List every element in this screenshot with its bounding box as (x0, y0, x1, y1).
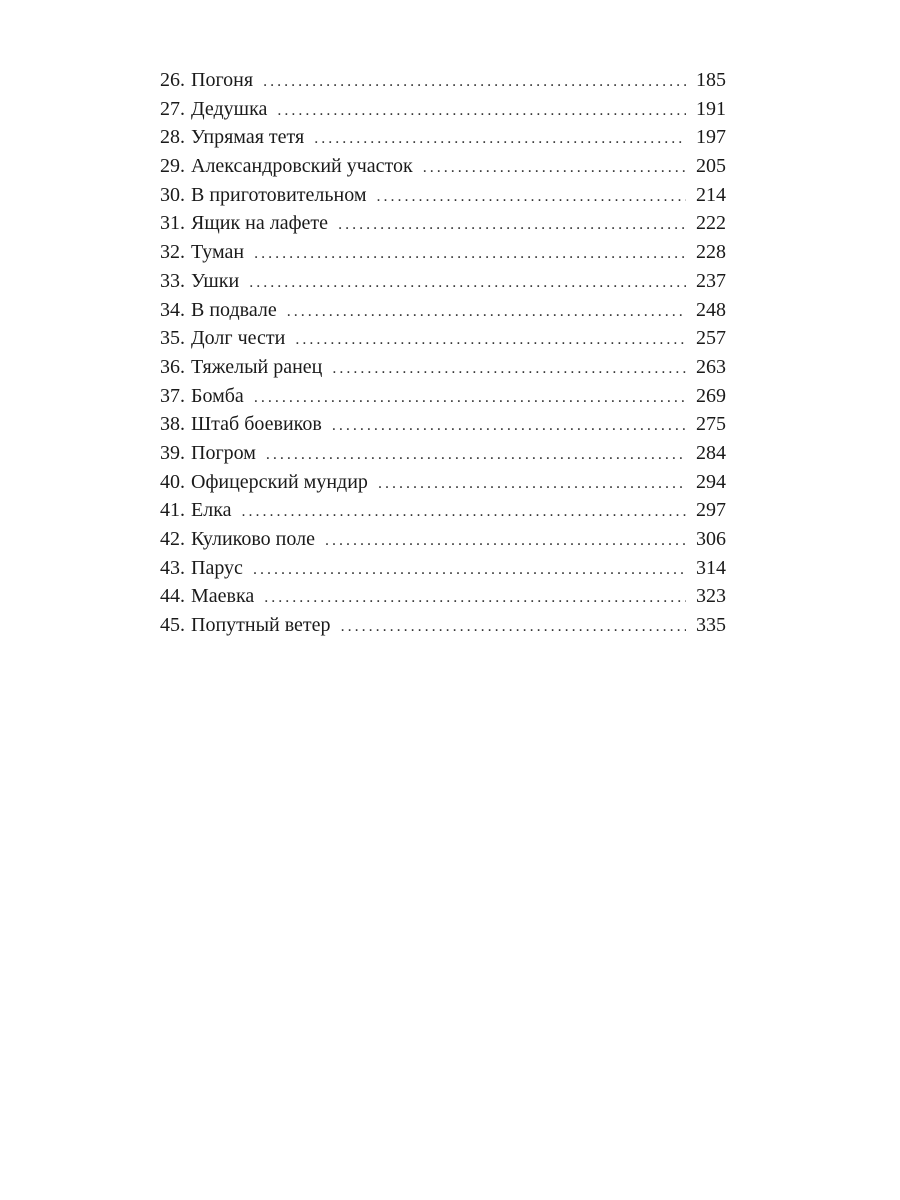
dot-leader (254, 240, 686, 269)
toc-entry (160, 152, 726, 181)
toc-entry (160, 439, 726, 468)
chapter-title: Попутный ветер (191, 614, 331, 637)
page-number: 269 (696, 384, 726, 407)
dot-leader (295, 326, 686, 355)
toc-entry (160, 209, 726, 238)
toc-entry (160, 95, 726, 124)
chapter-title: Ушки (191, 269, 240, 292)
toc-entry (160, 66, 726, 95)
page-number: 237 (696, 269, 726, 292)
toc-entry (160, 582, 726, 611)
chapter-number: 41. (160, 499, 185, 522)
toc-entry (160, 296, 726, 325)
chapter-number: 26. (160, 69, 185, 91)
dot-leader (378, 470, 686, 499)
page-number: 263 (696, 355, 726, 378)
toc-entry (160, 410, 726, 439)
page-number: 284 (696, 441, 726, 464)
toc-entry (160, 496, 726, 525)
chapter-title: Офицерский мундир (191, 470, 368, 493)
chapter-number: 36. (160, 355, 185, 378)
chapter-title: Александровский участок (191, 155, 413, 178)
dot-leader (249, 269, 686, 298)
dot-leader (325, 527, 686, 556)
chapter-number: 42. (160, 528, 185, 550)
page-number: 222 (696, 212, 726, 235)
toc-entry (160, 554, 726, 583)
chapter-number: 45. (160, 614, 185, 637)
dot-leader (242, 498, 687, 527)
toc-entry (160, 468, 726, 497)
toc-entry (160, 611, 726, 640)
chapter-number: 43. (160, 556, 185, 579)
dot-leader (332, 412, 686, 441)
chapter-title: Погром (191, 441, 256, 464)
chapter-title: Ящик на лафете (191, 212, 329, 235)
page-number: 197 (696, 126, 726, 149)
dot-leader (314, 125, 686, 154)
toc-entry (160, 324, 726, 353)
chapter-title: Тяжелый ранец (191, 355, 323, 378)
dot-leader (264, 584, 686, 613)
page-number: 248 (696, 298, 726, 321)
chapter-number: 29. (160, 155, 185, 178)
chapter-title: В подвале (191, 298, 277, 321)
chapter-number: 32. (160, 241, 185, 264)
dot-leader (253, 556, 686, 585)
dot-leader (254, 384, 686, 413)
chapter-number: 33. (160, 269, 185, 292)
chapter-title: Штаб боевиков (191, 413, 322, 436)
dot-leader (338, 211, 686, 240)
toc-entry (160, 525, 726, 554)
page-number: 185 (696, 69, 726, 91)
toc-entry (160, 181, 726, 210)
chapter-number: 40. (160, 470, 185, 493)
dot-leader (332, 355, 686, 384)
page-number: 294 (696, 470, 726, 493)
toc-entry (160, 267, 726, 296)
dot-leader (263, 68, 686, 97)
chapter-title: Туман (191, 241, 245, 264)
chapter-number: 35. (160, 327, 185, 350)
dot-leader (266, 441, 686, 470)
page-number: 228 (696, 241, 726, 264)
page-number: 205 (696, 155, 726, 178)
chapter-number: 30. (160, 183, 185, 206)
toc-entry (160, 353, 726, 382)
chapter-number: 44. (160, 585, 185, 608)
dot-leader (287, 298, 686, 327)
chapter-number: 34. (160, 298, 185, 321)
page-number: 314 (696, 556, 726, 579)
chapter-title: Долг чести (191, 327, 286, 350)
dot-leader (341, 613, 686, 642)
page-number: 214 (696, 183, 726, 206)
chapter-number: 38. (160, 413, 185, 436)
chapter-number: 28. (160, 126, 185, 149)
page-number: 323 (696, 585, 726, 608)
chapter-title: Маевка (191, 585, 255, 608)
chapter-title: Упрямая тетя (191, 126, 305, 149)
page-number: 257 (696, 327, 726, 350)
toc-entry (160, 123, 726, 152)
chapter-title: В приготовительном (191, 183, 367, 206)
toc-entry (160, 238, 726, 267)
page-number: 191 (696, 97, 726, 120)
dot-leader (377, 183, 686, 212)
table-of-contents (160, 66, 726, 640)
chapter-number: 37. (160, 384, 185, 407)
page-number: 335 (696, 614, 726, 637)
chapter-title: Погоня (191, 69, 254, 91)
page-number: 275 (696, 413, 726, 436)
chapter-number: 39. (160, 441, 185, 464)
chapter-title: Парус (191, 556, 243, 579)
chapter-number: 27. (160, 97, 185, 120)
dot-leader (277, 97, 686, 126)
toc-entry (160, 382, 726, 411)
chapter-title: Куликово поле (191, 528, 315, 550)
page-number: 297 (696, 499, 726, 522)
chapter-number: 31. (160, 212, 185, 235)
dot-leader (423, 154, 686, 183)
page-number: 306 (696, 528, 726, 550)
chapter-title: Дедушка (191, 97, 268, 120)
chapter-title: Елка (191, 499, 232, 522)
chapter-title: Бомба (191, 384, 244, 407)
